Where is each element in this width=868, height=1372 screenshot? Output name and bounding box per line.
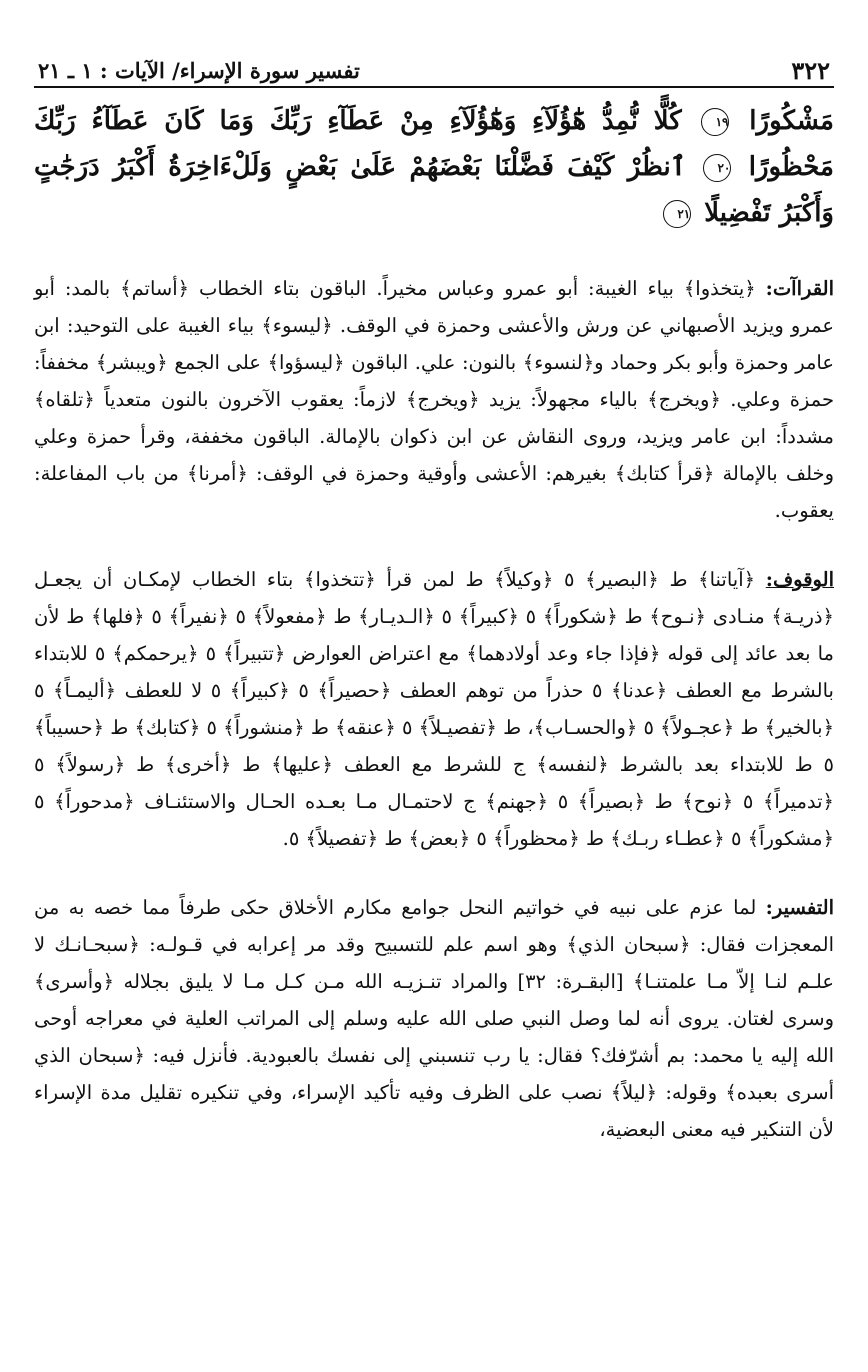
qiraat-label: القراآت: (765, 277, 834, 300)
ayah-number-marker: ٢٠ (703, 154, 731, 182)
page-number: ٣٢٢ (791, 56, 830, 85)
tafsir-text: لما عزم على نبيه في خواتيم النحل جوامع مكارم الأخلاق حكى طرفاً مما خصه به من المعجزات فقال: ﴿سبحان الذي﴾ وهو اسم علم للتسبيح وقد مر إعرابه في قـولـه: ﴿سبحـانـك لا علـم لنـا إلاّ مـا علمتنـا﴾ [البقـرة: ٣٢] والمراد تنـزيـه الله مـن كـل مـا لا يليق بجلاله ﴿وأسرى﴾ وسرى لغتان. يروى أنه لما وصل النبي صلى الله عليه وسلم إلى المراتب العلية في معراجه أوحى الله إليه يا محمد: بم أشرّفك؟ فقال: يا رب تنسبني إلى نفسك بالعبودية. فأنزل فيه: ﴿سبحان الذي أسرى بعبده﴾ وقوله: ﴿ليلاً﴾ نصب على الظرف وفيه تأكيد الإسراء، وفي تنكيره تقليل مدة الإسراء لأن التنكير فيه معنى البعضية، (34, 896, 834, 1141)
qiraat-section (34, 270, 834, 529)
qiraat-text: ﴿يتخذوا﴾ بياء الغيبة: أبو عمرو وعباس مخيراً. الباقون بتاء الخطاب ﴿أساتم﴾ بالمد: أبو عمرو ويزيد الأصبهاني عن ورش والأعشى وحمزة في الوقف. ﴿ليسوء﴾ بياء الغيبة على التوحيد: ابن عامر وحمزة وأبو بكر وحماد و﴿لنسوء﴾ بالنون: علي. الباقون ﴿ليسؤوا﴾ على الجمع ﴿ويبشر﴾ مخففاً: حمزة وعلي. ﴿ويخرج﴾ بالياء مجهولاً: يزيد ﴿ويخرج﴾ لازماً: يعقوب الآخرون بالنون متعدياً ﴿تلقاه﴾ مشدداً: ابن عامر ويزيد، وروى النقاش عن ابن ذكوان بالإمالة. الباقون مخففة، وقرأ حمزة وعلي وخلف بالإمالة ﴿قرأ كتابك﴾ بغيرهم: الأعشى وأوقية وحمزة في الوقف: ﴿أمرنا﴾ من باب المفاعلة: يعقوب. (34, 277, 834, 522)
page-header (34, 48, 834, 88)
wuquf-section (34, 561, 834, 857)
quran-verses (34, 98, 834, 236)
book-page (34, 48, 834, 1358)
tafsir-section (34, 889, 834, 1148)
ayah-number-marker: ١٩ (701, 108, 729, 136)
verse-text: كُلًّا نُّمِدُّ هَٰٓؤُلَآءِ وَهَٰٓؤُلَآءِ مِنْ عَطَآءِ رَبِّكَ وَمَا كَانَ عَطَآءُ رَبِّكَ مَحْظُورًا (34, 106, 834, 182)
verse-text: مَشْكُورًا (749, 106, 834, 136)
wuquf-text: ﴿آياتنا﴾ ط ﴿البصير﴾ ٥ ﴿وكيلاً﴾ ط لمن قرأ ﴿تتخذوا﴾ بتاء الخطاب لإمكـان أن يجعـل ﴿ذريـة﴾ منـادى ﴿نـوح﴾ ط ﴿شكوراً﴾ ٥ ﴿كبيراً﴾ ٥ ﴿الـديـار﴾ ط ﴿مفعولاً﴾ ٥ ﴿نفيراً﴾ ٥ ﴿فلها﴾ ط لأن ما بعد عائد إلى قوله ﴿فإذا جاء وعد أولادهما﴾ مع اعتراض العوارض ﴿تتبيراً﴾ ٥ ﴿يرحمكم﴾ ٥ للابتداء بالشرط مع العطف ﴿عدنا﴾ ٥ حذراً من توهم العطف ﴿حصيراً﴾ ٥ ﴿كبيراً﴾ ٥ لا للعطف ﴿أليمـاً﴾ ٥ ﴿بالخير﴾ ط ﴿عجـولاً﴾ ٥ ﴿والحسـاب﴾، ط ﴿تفصيـلاً﴾ ٥ ﴿عنقه﴾ ط ﴿منشوراً﴾ ٥ ﴿كتابك﴾ ط ﴿حسيباً﴾ ٥ ط للابتداء بعد بالشرط ﴿لنفسه﴾ ج للشرط مع العطف ﴿عليها﴾ ط ﴿أخرى﴾ ط ﴿رسولاً﴾ ٥ ﴿تدميراً﴾ ٥ ﴿نوح﴾ ط ﴿بصيراً﴾ ٥ ﴿جهنم﴾ ج لاحتمـال مـا بعـده الحـال والاستئنـاف ﴿مدحوراً﴾ ٥ ﴿مشكوراً﴾ ٥ ﴿عطـاء ربـك﴾ ط ﴿محظوراً﴾ ٥ ﴿بعض﴾ ط ﴿تفصيلاً﴾ ٥. (34, 568, 835, 850)
wuquf-label: الوقوف: (765, 568, 834, 591)
ayah-number-marker: ٢١ (663, 200, 691, 228)
tafsir-label: التفسير: (765, 896, 834, 919)
running-title: تفسير سورة الإسراء/ الآيات : ١ ـ ٢١ (38, 58, 360, 83)
verse-text: ٱنظُرْ كَيْفَ فَضَّلْنَا بَعْضَهُمْ عَلَىٰ بَعْضٍ وَلَلْءَاخِرَةُ أَكْبَرُ دَرَجَٰتٍ وَأَكْبَرُ تَفْضِيلًا (34, 152, 834, 228)
